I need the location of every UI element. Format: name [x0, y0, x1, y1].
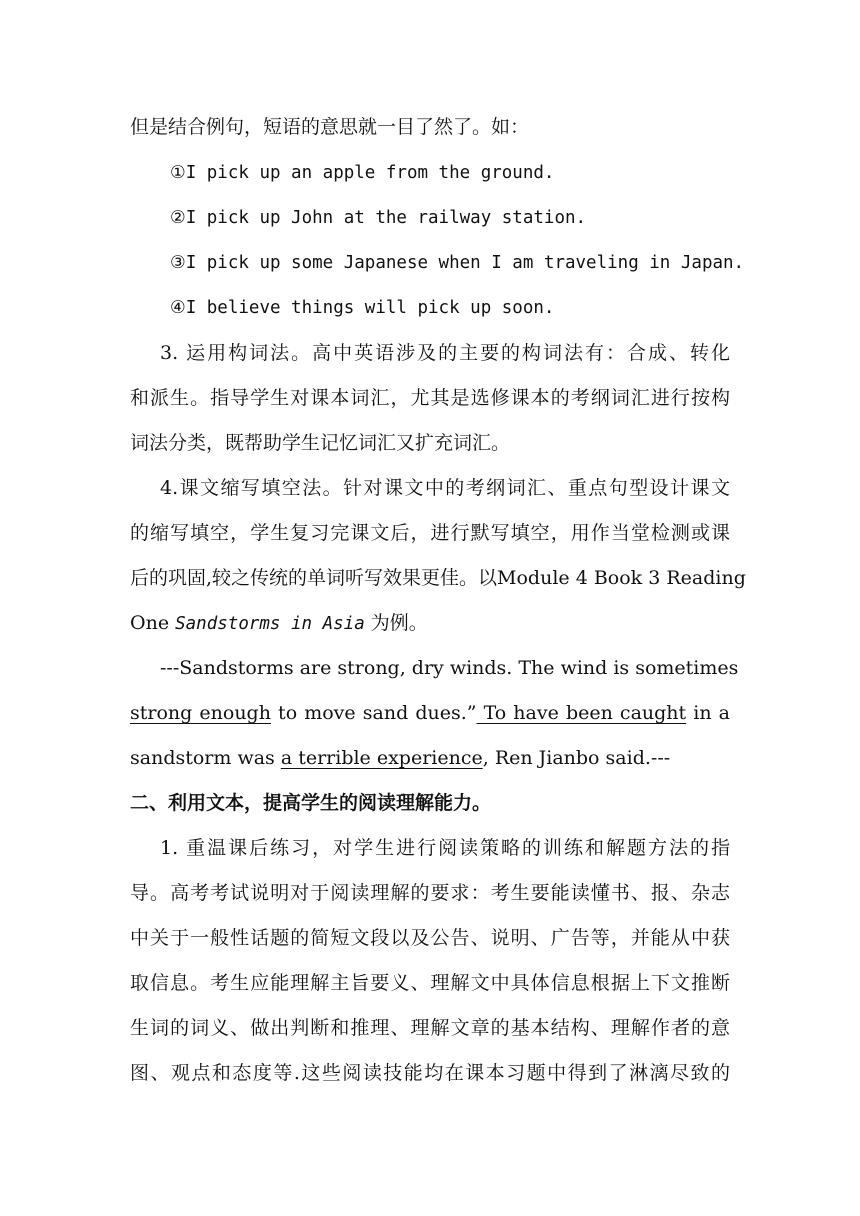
italic-title: Sandstorms in Asia: [175, 614, 365, 634]
blank-answer: strong enough: [130, 702, 271, 724]
text-run: in a: [686, 702, 731, 724]
text-run: 为例。: [364, 612, 428, 634]
paragraph-line: 导。高考考试说明对于阅读理解的要求：考生要能读懂书、报、杂志: [130, 882, 730, 904]
paragraph-line: 取信息。考生应能理解主旨要义、理解文中具体信息根据上下文推断: [130, 972, 730, 994]
text-run: to move sand dues.”: [270, 702, 477, 724]
paragraph-line: 3. 运用构词法。高中英语涉及的主要的构词法有：合成、转化: [160, 342, 730, 364]
blank-answer: a terrible experience: [280, 747, 483, 769]
passage-line: ---Sandstorms are strong, dry winds. The wind is sometimes: [160, 657, 739, 679]
paragraph-line: 和派生。指导学生对课本词汇，尤其是选修课本的考纲词汇进行按构: [130, 387, 730, 409]
paragraph-line: 词法分类，既帮助学生记忆词汇又扩充词汇。: [130, 432, 511, 454]
paragraph-line: 生词的词义、做出判断和推理、理解文章的基本结构、理解作者的意: [130, 1017, 730, 1039]
paragraph-line: [130, 608, 730, 639]
paragraph-line: 1. 重温课后练习，对学生进行阅读策略的训练和解题方法的指: [160, 837, 730, 859]
example-sentence-4: ④I believe things will pick up soon.: [170, 298, 555, 318]
text-run: sandstorm was: [130, 747, 281, 769]
passage-line: [130, 698, 730, 728]
section-heading: 二、利用文本，提高学生的阅读理解能力。: [130, 792, 492, 814]
paragraph-line: 中关于一般性话题的简短文段以及公告、说明、广告等，并能从中获: [130, 927, 730, 949]
passage-line: [130, 743, 730, 773]
text-run: , Ren Jianbo said.---: [482, 747, 671, 769]
paragraph-line: 的缩写填空，学生复习完课文后，进行默写填空，用作当堂检测或课: [130, 522, 730, 544]
paragraph-line: 后的巩固,较之传统的单词听写效果更佳。以Module 4 Book 3 Reading: [130, 567, 746, 589]
blank-answer: To have been caught: [476, 702, 687, 724]
example-sentence-1: ①I pick up an apple from the ground.: [170, 163, 555, 183]
example-sentence-3: ③I pick up some Japanese when I am traveling in Japan.: [170, 253, 745, 273]
paragraph-line: 但是结合例句，短语的意思就一目了然了。如：: [130, 116, 530, 138]
paragraph-line: 4.课文缩写填空法。针对课文中的考纲词汇、重点句型设计课文: [160, 477, 730, 499]
paragraph-line: 图、观点和态度等.这些阅读技能均在课本习题中得到了淋漓尽致的: [130, 1062, 730, 1084]
text-run: One: [130, 612, 176, 634]
example-sentence-2: ②I pick up John at the railway station.: [170, 208, 587, 228]
